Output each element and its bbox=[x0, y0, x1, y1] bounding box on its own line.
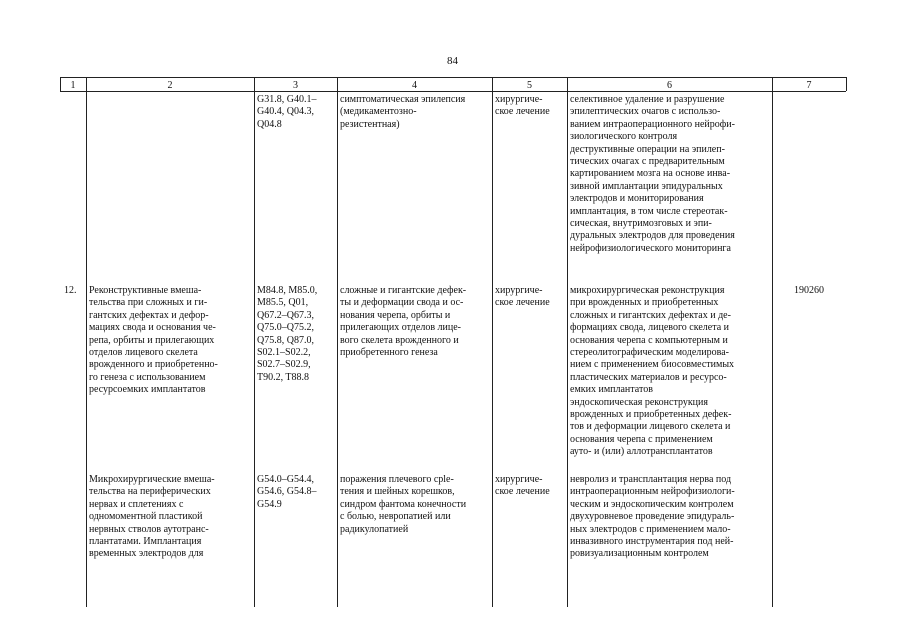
treatment-cell: хирургиче- ское лечение bbox=[495, 285, 550, 309]
model-cell: сложные и гигантские дефек- ты и деформации свода и ос- нования черепа, орбиты и прилегающих отделов лице- вого скелета врожденного и приобретенного генеза bbox=[340, 285, 467, 359]
column-divider bbox=[772, 77, 773, 607]
table-header-rule bbox=[60, 91, 846, 92]
model-cell: симптоматическая эпилепсия (медикаментозно- резистентная) bbox=[340, 94, 466, 130]
header-col-1: 1 bbox=[70, 80, 76, 91]
column-divider bbox=[337, 77, 338, 607]
column-divider bbox=[254, 77, 255, 607]
row-number: 12. bbox=[64, 285, 77, 296]
cost-cell: 190260 bbox=[794, 285, 824, 296]
intervention-name-cell: Реконструктивные вмеша- тельства при сложных и ги- гантских дефектах и дефор- мациях свода и основания че- репа, орбиты и прилегающих отделов лицевого скелета врожденного и приобретенно- го генеза с использованием ресурсоемких имплантатов bbox=[89, 285, 218, 396]
column-divider bbox=[86, 77, 87, 607]
codes-cell: G31.8, G40.1– G40.4, Q04.3, Q04.8 bbox=[257, 94, 317, 130]
model-cell: поражения плечевого сple- тения и шейных корешков, синдром фантома конечности с болью, невропатией или радикулопатией bbox=[340, 474, 467, 535]
codes-cell: G54.0–G54.4, G54.6, G54.8– G54.9 bbox=[257, 474, 317, 510]
column-divider bbox=[492, 77, 493, 607]
header-col-5: 5 bbox=[527, 80, 532, 91]
treatment-cell: хирургиче- ское лечение bbox=[495, 94, 550, 118]
method-cell: микрохирургическая реконструкция при врожденных и приобретенных сложных и гигантских дефектах и де- формациях свода, лицевого скелета и основания черепа с компьютерным и стереолитографическим моделирова- нием с применением биосовместимых пластических материалов и ресурсо- емких имплантатов эндоскопическая реконструкция врожденных и приобретенных дефек- тов и деформации лицевого скелета и основания черепа с применением ауто- и (или) аллотрансплантатов bbox=[570, 285, 735, 458]
column-divider bbox=[567, 77, 568, 607]
header-col-7: 7 bbox=[806, 80, 812, 91]
header-col-3: 3 bbox=[293, 80, 298, 91]
header-col-2: 2 bbox=[167, 80, 173, 91]
table-top-rule bbox=[60, 77, 846, 78]
header-col-4: 4 bbox=[412, 80, 417, 91]
table-right-border bbox=[846, 77, 847, 91]
treatment-cell: хирургиче- ское лечение bbox=[495, 474, 550, 498]
page-number: 84 bbox=[447, 55, 458, 67]
method-cell: селективное удаление и разрушение эпилептических очагов с использо- ванием интраоперационного нейрофи- зиологического контроля деструктивные операции на эпилеп- тических очагах с предварительным картированием мозга на основе инва- зивной имплантации эпидуральных электродов и мониторирования имплантация, в том числе стереотак- сическая, внутримозговых и эпи- дуральных электродов для проведения нейрофизиологического мониторинга bbox=[570, 94, 735, 254]
intervention-name-cell: Микрохирургические вмеша- тельства на периферических нервах и сплетениях с одномоментной пластикой нервных стволов аутотранс- плантатами. Имплантация временных электродов для bbox=[89, 474, 215, 560]
method-cell: невролиз и трансплантация нерва под интраоперационным нейрофизиологи- ческим и эндоскопическим контролем двухуровневое проведение эпидураль- ных электродов с применением мало- инвазивного инструментария под ней- ровизуализационным контролем bbox=[570, 474, 735, 560]
header-col-6: 6 bbox=[667, 80, 672, 91]
codes-cell: M84.8, M85.0, M85.5, Q01, Q67.2–Q67.3, Q75.0–Q75.2, Q75.8, Q87.0, S02.1–S02.2, S02.7–S02.9, T90.2, T88.8 bbox=[257, 285, 318, 383]
